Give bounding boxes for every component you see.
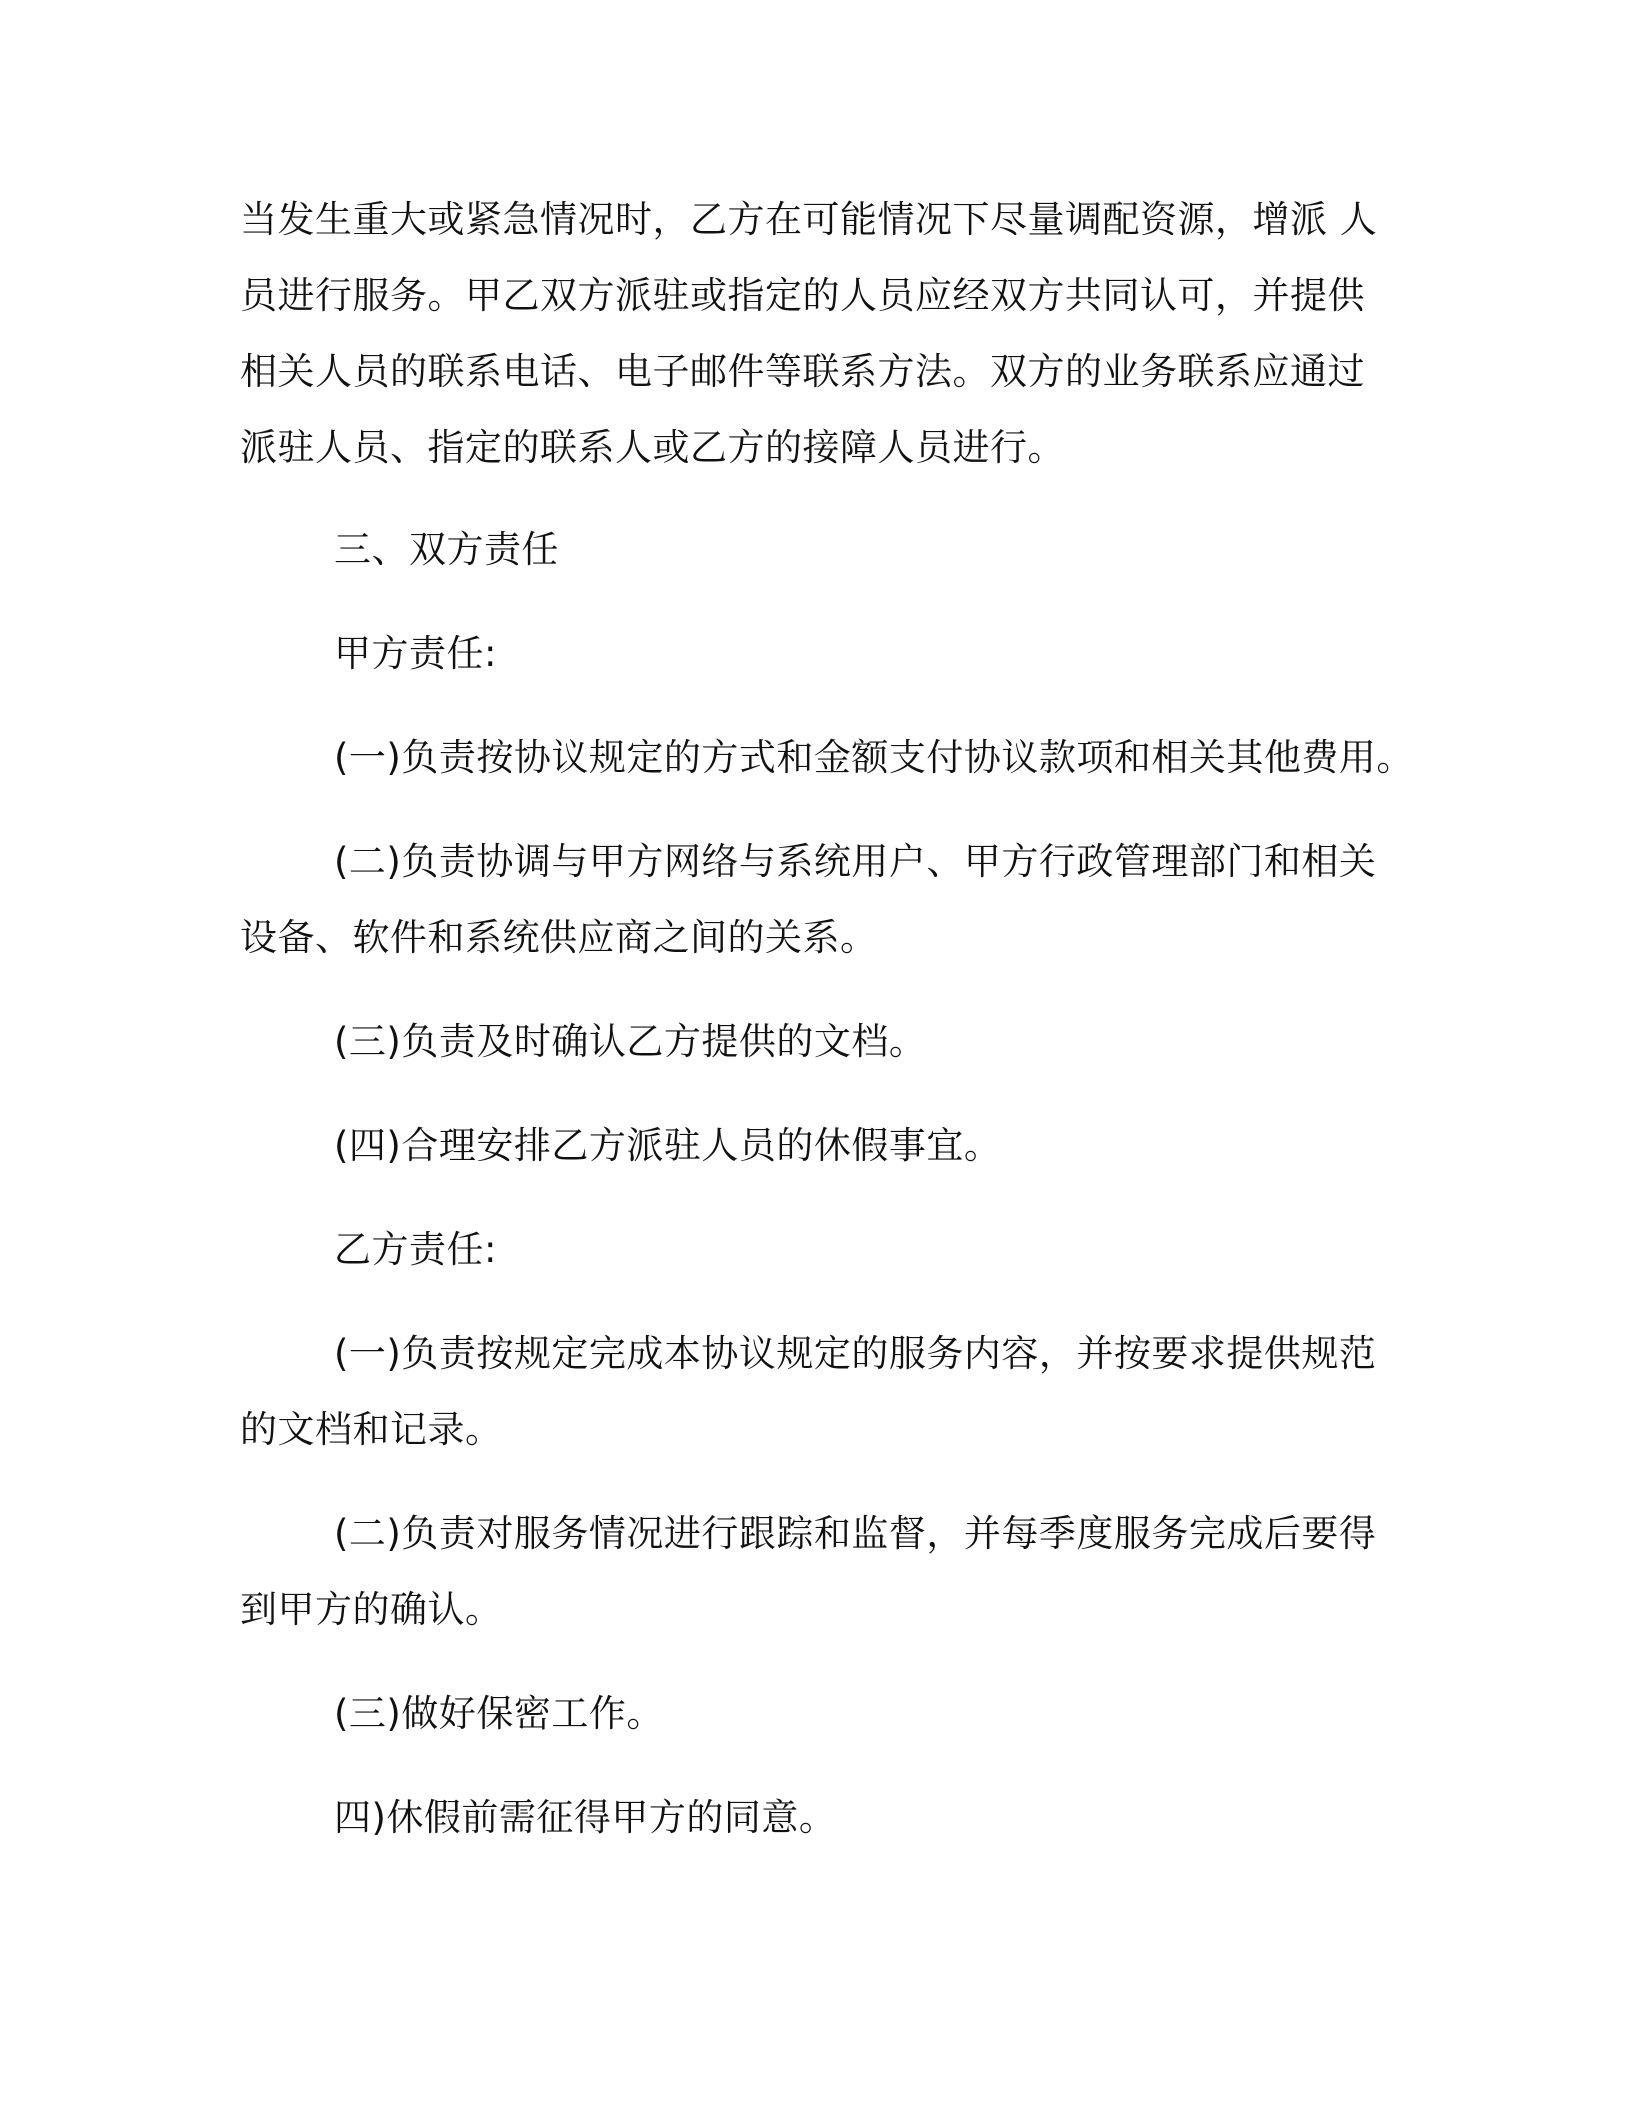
paragraph-line: 相关人员的联系电话、电子邮件等联系方法。双方的业务联系应通过 (240, 350, 1365, 393)
list-item: (四)合理安排乙方派驻人员的休假事宜。 (334, 1124, 1002, 1167)
list-item: (三)负责及时确认乙方提供的文档。 (334, 1020, 927, 1063)
list-item: (三)做好保密工作。 (334, 1692, 664, 1735)
paragraph-line: 员进行服务。甲乙双方派驻或指定的人员应经双方共同认可，并提供 (240, 274, 1365, 317)
subheading-party-a: 甲方责任: (334, 632, 497, 675)
section-heading: 三、双方责任 (334, 528, 559, 571)
list-item: (一)负责按规定完成本协议规定的服务内容，并按要求提供规范 (334, 1332, 1377, 1375)
paragraph-line: 派驻人员、指定的联系人或乙方的接障人员进行。 (240, 426, 1065, 469)
paragraph-line: 当发生重大或紧急情况时，乙方在可能情况下尽量调配资源，增派 人 (240, 198, 1378, 241)
list-item: (二)负责协调与甲方网络与系统用户、甲方行政管理部门和相关 (334, 840, 1377, 883)
list-item-continuation: 到甲方的确认。 (240, 1588, 503, 1631)
list-item-continuation: 的文档和记录。 (240, 1408, 503, 1451)
list-item: 四)休假前需征得甲方的同意。 (334, 1796, 837, 1839)
list-item: (二)负责对服务情况进行跟踪和监督，并每季度服务完成后要得 (334, 1512, 1377, 1555)
list-item-continuation: 设备、软件和系统供应商之间的关系。 (240, 916, 878, 959)
subheading-party-b: 乙方责任: (334, 1228, 497, 1271)
list-item: (一)负责按协议规定的方式和金额支付协议款项和相关其他费用。 (334, 736, 1414, 779)
